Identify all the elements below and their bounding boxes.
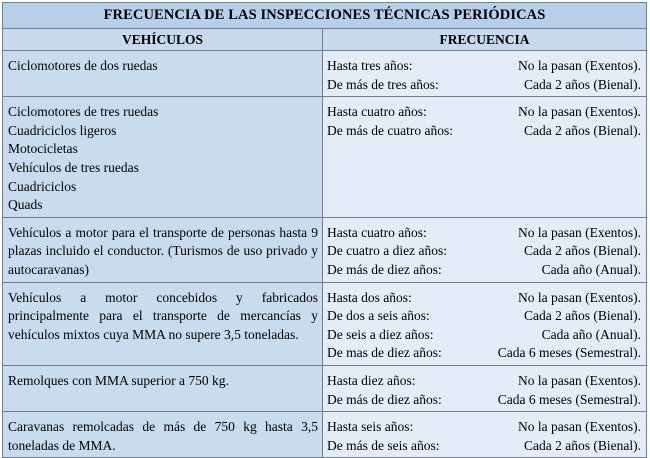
frequency-period: De mas de diez años:: [327, 345, 442, 361]
frequency-period: Hasta cuatro años:: [327, 224, 427, 240]
frequency-item: [323, 103, 646, 122]
vehicle-cell: [3, 217, 323, 282]
frequency-period: Hasta diez años:: [327, 372, 416, 388]
header-vehicles: VEHÍCULOS: [3, 29, 323, 51]
frequency-value: Cada 2 años (Bienal).: [524, 76, 641, 92]
frequency-period: De más de diez años:: [327, 391, 442, 407]
frequency-value: No la pasan (Exentos).: [518, 104, 641, 120]
frequency-period: De seis a diez años:: [327, 326, 434, 342]
table-row: [3, 412, 647, 458]
frequency-cell: [323, 365, 647, 411]
vehicle-text: [3, 51, 322, 78]
frequency-value: No la pasan (Exentos).: [518, 58, 641, 73]
frequency-period: Hasta seis años:: [327, 419, 414, 435]
title-row: [3, 3, 647, 29]
table-row: [3, 282, 647, 365]
frequency-period: De cuatro a diez años:: [327, 243, 447, 259]
vehicle-cell: [3, 97, 323, 218]
vehicle-line: Cuadriciclos ligeros: [8, 122, 117, 138]
frequency-item: [323, 224, 646, 243]
vehicle-line: Ciclomotores de tres ruedas: [8, 104, 159, 120]
frequency-item: [323, 418, 646, 437]
frequency-cell: [323, 97, 647, 218]
frequency-item: [323, 289, 646, 308]
vehicle-text: Vehículos a motor concebidos y fabricados principalmente para el transporte de mercancías y vehículos mixtos cuya MMA no supere 3,5 toneladas.: [8, 289, 318, 342]
vehicle-cell: [3, 51, 323, 97]
frequency-item: [323, 326, 646, 345]
header-frequency: FRECUENCIA: [323, 29, 647, 51]
frequency-period: De más de cuatro años:: [327, 122, 453, 138]
frequency-value: Cada año (Anual).: [541, 261, 641, 277]
vehicle-text: Vehículos a motor para el transporte de personas hasta 9 plazas incluido el conductor. (Turismos de uso privado y autocaravanas): [8, 224, 318, 277]
table-title: FRECUENCIA DE LAS INSPECCIONES TÉCNICAS PERIÓDICAS: [3, 3, 647, 29]
vehicle-line: Motocicletas: [8, 141, 78, 157]
table-row: [3, 365, 647, 411]
frequency-cell: [323, 412, 647, 458]
frequency-value: Cada 6 meses (Semestral).: [497, 391, 641, 407]
frequency-item: [323, 242, 646, 261]
frequency-item: [323, 261, 646, 280]
table-row: [3, 51, 647, 97]
frequency-period: De dos a seis años:: [327, 308, 430, 324]
frequency-period: Hasta dos años:: [327, 289, 412, 305]
inspection-frequency-table-wrapper: [2, 2, 647, 458]
vehicle-line: Vehículos de tres ruedas: [8, 159, 139, 175]
frequency-value: Cada 2 años (Bienal).: [524, 437, 641, 453]
frequency-value: Cada 2 años (Bienal).: [524, 243, 641, 259]
frequency-cell: [323, 51, 647, 97]
frequency-item: [323, 344, 646, 363]
header-row: [3, 29, 647, 51]
vehicle-line: Quads: [8, 197, 43, 213]
inspection-frequency-table: [2, 2, 647, 458]
frequency-period: De más de seis años:: [327, 437, 440, 453]
vehicle-text: [3, 97, 322, 217]
vehicle-text: Remolques con MMA superior a 750 kg.: [8, 372, 229, 388]
frequency-value: No la pasan (Exentos).: [518, 419, 641, 435]
frequency-value: Cada 2 años (Bienal).: [524, 122, 641, 138]
frequency-cell: [323, 217, 647, 282]
frequency-item: [323, 437, 646, 456]
frequency-value: Cada año (Anual).: [541, 326, 641, 342]
frequency-period: De más de diez años:: [327, 261, 442, 277]
frequency-value: No la pasan (Exentos).: [518, 289, 641, 305]
frequency-item: [323, 391, 646, 410]
frequency-value: No la pasan (Exentos).: [518, 224, 641, 240]
frequency-value: Cada 2 años (Bienal).: [524, 308, 641, 324]
frequency-period: Hasta tres años:: [327, 58, 413, 73]
frequency-value: No la pasan (Exentos).: [518, 372, 641, 388]
frequency-item: [323, 372, 646, 391]
vehicle-cell: [3, 365, 323, 411]
frequency-item: [323, 307, 646, 326]
frequency-cell: [323, 282, 647, 365]
vehicle-line: Ciclomotores de dos ruedas: [8, 58, 158, 73]
frequency-item: [323, 76, 646, 95]
vehicle-cell: [3, 412, 323, 458]
table-row: [3, 97, 647, 218]
frequency-period: De más de tres años:: [327, 76, 439, 92]
vehicle-text: Caravanas remolcadas de más de 750 kg hasta 3,5 toneladas de MMA.: [8, 419, 318, 453]
frequency-item: [323, 57, 646, 76]
frequency-item: [323, 122, 646, 141]
vehicle-line: Cuadriciclos: [8, 178, 77, 194]
frequency-period: Hasta cuatro años:: [327, 104, 427, 120]
table-row: [3, 217, 647, 282]
frequency-value: Cada 6 meses (Semestral).: [497, 345, 641, 361]
vehicle-cell: [3, 282, 323, 365]
